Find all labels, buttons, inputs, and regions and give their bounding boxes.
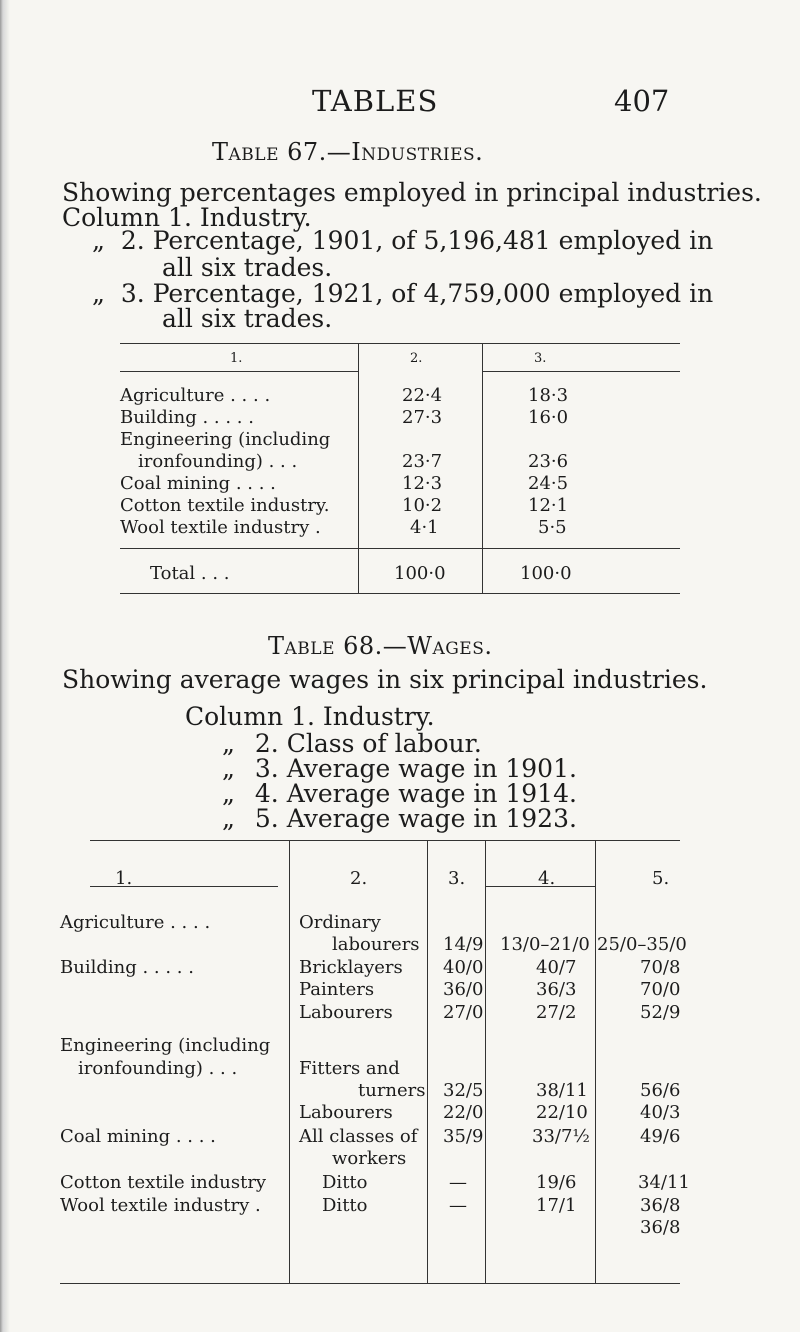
table-67-title — [212, 138, 483, 166]
total-label: Total . . . — [150, 563, 230, 584]
class-cell: turners — [358, 1080, 426, 1101]
wage-cell: 32/5 — [443, 1080, 484, 1101]
class-cell: workers — [332, 1148, 407, 1169]
wage-cell: 56/6 — [640, 1080, 681, 1101]
wage-cell: 19/6 — [536, 1172, 577, 1193]
wage-cell: 22/10 — [536, 1102, 588, 1123]
wage-cell: 49/6 — [640, 1126, 681, 1147]
value-cell: 16·0 — [528, 407, 569, 428]
class-cell: Fitters and — [299, 1058, 400, 1079]
table-67-title-word: Industries. — [351, 138, 484, 166]
table-68 — [60, 840, 690, 1290]
industry-cell: Cotton textile industry. — [120, 495, 330, 516]
class-cell: Labourers — [299, 1002, 393, 1023]
value-cell: 12·3 — [402, 473, 443, 494]
value-cell: 5·5 — [538, 517, 567, 538]
table-67 — [120, 343, 680, 603]
wage-cell: 40/0 — [443, 957, 484, 978]
wage-cell: 27/2 — [536, 1002, 577, 1023]
wage-cell: 38/11 — [536, 1080, 588, 1101]
class-cell: All classes of — [299, 1126, 418, 1147]
wage-cell: — — [449, 1195, 467, 1216]
wage-cell: 36/8 — [640, 1217, 681, 1238]
rule — [120, 593, 680, 594]
class-cell: labourers — [332, 934, 420, 955]
rule — [427, 840, 428, 1283]
wage-cell: 27/0 — [443, 1002, 484, 1023]
industry-cell: Coal mining . . . . — [60, 1126, 216, 1147]
industry-cell: Agriculture . . . . — [60, 912, 211, 933]
rule — [482, 371, 680, 372]
table-68-note-2: „ 2. Class of labour. — [222, 729, 482, 758]
class-cell: Ordinary — [299, 912, 381, 933]
wage-cell: 34/11 — [638, 1172, 690, 1193]
column-header: 1. — [230, 351, 243, 366]
wage-cell: 36/0 — [443, 979, 484, 1000]
column-header: 5. — [652, 868, 670, 889]
table-67-note-2-cont: all six trades. — [162, 253, 333, 282]
wage-cell: 70/8 — [640, 957, 681, 978]
industry-cell: ironfounding) . . . — [78, 1058, 238, 1079]
table-68-title-word: Wages. — [407, 632, 493, 660]
rule — [595, 840, 596, 1283]
industry-cell: Building . . . . . — [60, 957, 194, 978]
wage-cell: 40/3 — [640, 1102, 681, 1123]
table-67-note-2: „ 2. Percentage, 1901, of 5,196,481 employed in — [92, 226, 714, 255]
wage-cell: 52/9 — [640, 1002, 681, 1023]
value-cell: 24·5 — [528, 473, 569, 494]
table-67-note-3: „ 3. Percentage, 1921, of 4,759,000 employed in — [92, 279, 714, 308]
total-value: 100·0 — [394, 563, 446, 584]
table-67-note-3-cont: all six trades. — [162, 304, 333, 333]
industry-cell: Wool textile industry . — [120, 517, 321, 538]
column-header: 3. — [534, 351, 547, 366]
wage-cell: 13/0–21/0 — [500, 934, 590, 955]
table-67-title-prefix: Table 67.— — [212, 138, 352, 166]
wage-cell: 36/8 — [640, 1195, 681, 1216]
table-68-note-4: „ 4. Average wage in 1914. — [222, 779, 577, 808]
value-cell: 23·6 — [528, 451, 569, 472]
rule — [358, 343, 359, 593]
wage-cell: 14/9 — [443, 934, 484, 955]
wage-cell: 35/9 — [443, 1126, 484, 1147]
table-68-note-1: Column 1. Industry. — [185, 702, 435, 731]
running-header-title: TABLES — [312, 84, 439, 118]
class-cell: Ditto — [322, 1172, 368, 1193]
value-cell: 27·3 — [402, 407, 443, 428]
table-68-title — [268, 632, 493, 660]
wage-cell: — — [449, 1172, 467, 1193]
class-cell: Labourers — [299, 1102, 393, 1123]
industry-cell: Agriculture . . . . — [120, 385, 271, 406]
table-67-note-1: Column 1. Industry. — [62, 203, 312, 232]
class-cell: Bricklayers — [299, 957, 403, 978]
value-cell: 18·3 — [528, 385, 569, 406]
value-cell: 10·2 — [402, 495, 443, 516]
industry-cell: Cotton textile industry — [60, 1172, 267, 1193]
wage-cell: 40/7 — [536, 957, 577, 978]
wage-cell: 22/0 — [443, 1102, 484, 1123]
value-cell: 4·1 — [410, 517, 439, 538]
rule — [120, 371, 358, 372]
wage-cell: 25/0–35/0 — [597, 934, 687, 955]
value-cell: 12·1 — [528, 495, 569, 516]
industry-cell: Engineering (including — [120, 429, 331, 450]
rule — [482, 343, 483, 593]
industry-cell: Wool textile industry . — [60, 1195, 261, 1216]
class-cell: Ditto — [322, 1195, 368, 1216]
column-header: 1. — [115, 868, 133, 889]
rule — [90, 840, 680, 841]
industry-cell: Building . . . . . — [120, 407, 254, 428]
column-header: 2. — [350, 868, 368, 889]
table-68-title-prefix: Table 68.— — [268, 632, 408, 660]
table-68-note-3: „ 3. Average wage in 1901. — [222, 754, 577, 783]
column-header: 3. — [448, 868, 466, 889]
value-cell: 22·4 — [402, 385, 443, 406]
industry-cell: Engineering (including — [60, 1035, 271, 1056]
rule — [60, 1283, 680, 1284]
value-cell: 23·7 — [402, 451, 443, 472]
class-cell: Painters — [299, 979, 375, 1000]
column-header: 4. — [538, 868, 556, 889]
wage-cell: 36/3 — [536, 979, 577, 1000]
industry-cell: Coal mining . . . . — [120, 473, 276, 494]
table-68-note-5: „ 5. Average wage in 1923. — [222, 804, 577, 833]
wage-cell: 70/0 — [640, 979, 681, 1000]
industry-cell: ironfounding) . . . — [138, 451, 298, 472]
column-header: 2. — [410, 351, 423, 366]
rule — [289, 840, 290, 1283]
page-number: 407 — [614, 84, 670, 118]
wage-cell: 17/1 — [536, 1195, 577, 1216]
table-68-description: Showing average wages in six principal industries. — [62, 665, 708, 694]
wage-cell: 33/7½ — [532, 1126, 590, 1147]
rule — [485, 840, 486, 1283]
table-67-description: Showing percentages employed in principal industries. — [62, 178, 762, 207]
rule — [120, 343, 680, 344]
total-value: 100·0 — [520, 563, 572, 584]
rule — [120, 548, 680, 549]
